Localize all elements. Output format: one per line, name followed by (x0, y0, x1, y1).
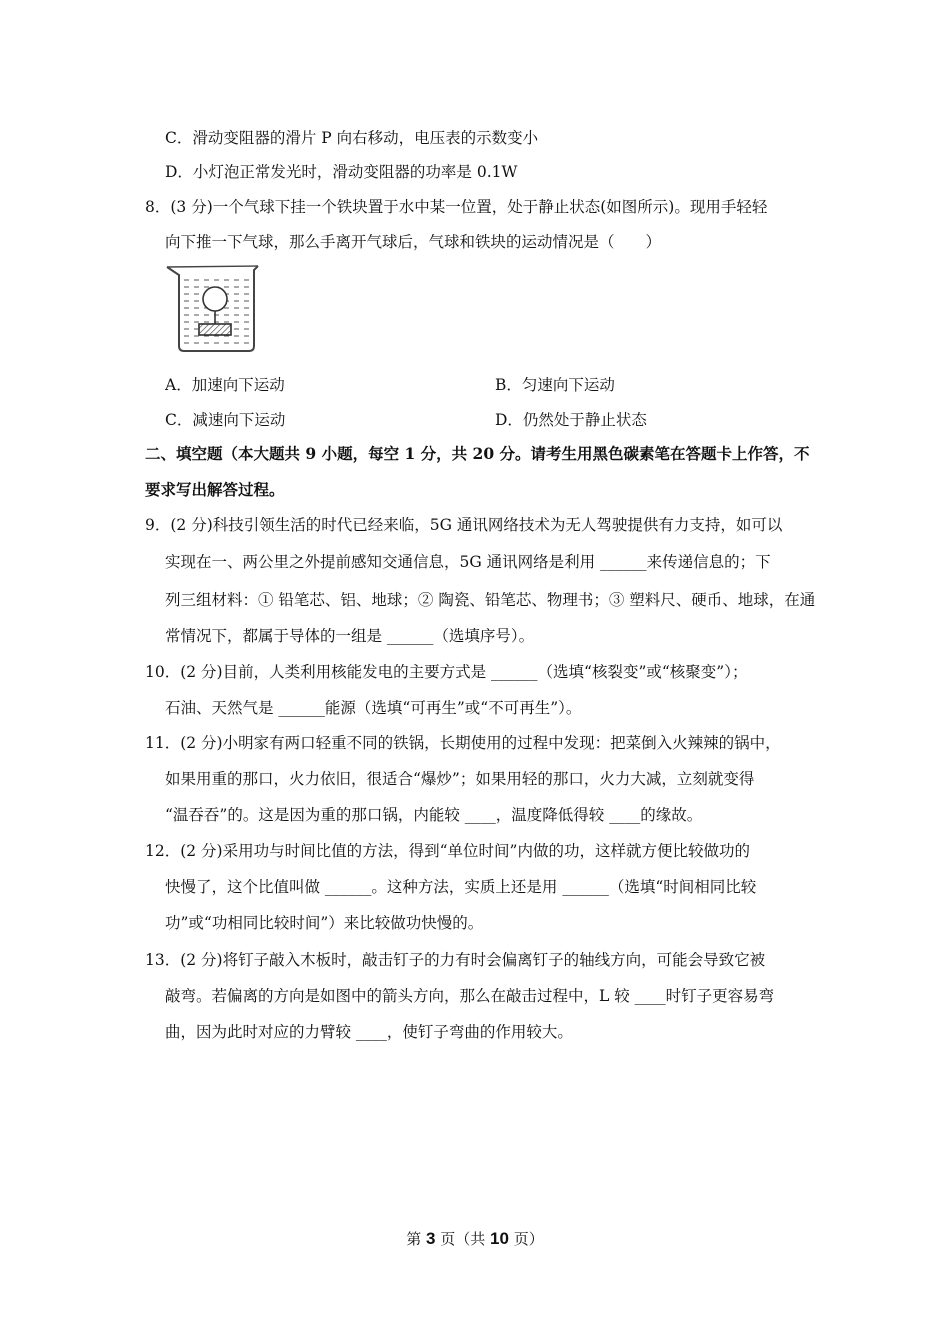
q13-line3: 曲，因为此时对应的力臂较 ____，使钉子弯曲的作用较大。 (165, 1023, 573, 1041)
q10-line2: 石油、天然气是 ______能源（选填“可再生”或“不可再生”）。 (165, 699, 582, 717)
footer-suffix: 页） (508, 1230, 544, 1248)
q12-line3: 功”或“功相同比较时间”）来比较做功快慢的。 (165, 914, 484, 932)
balloon-shape (203, 287, 227, 311)
total-pages: 10 (490, 1229, 509, 1248)
q9-line3: 列三组材料：① 铅笔芯、铝、地球；② 陶瓷、铅笔芯、物理书；③ 塑料尺、硬币、地球，在通 (165, 591, 816, 609)
q13-line1: 13．(2 分)将钉子敲入木板时，敲击钉子的力有时会偏离钉子的轴线方向，可能会导致它被 (145, 951, 766, 969)
q8-stem-line2: 向下推一下气球，那么手离开气球后，气球和铁块的运动情况是（ ） (165, 233, 662, 251)
footer-prefix: 第 (406, 1230, 427, 1248)
q13-line2: 敲弯。若偏离的方向是如图中的箭头方向，那么在敲击过程中，L 较 ____时钉子更容易弯 (165, 987, 775, 1005)
q12-line2: 快慢了，这个比值叫做 ______。这种方法，实质上还是用 ______（选填“时间相同比较 (165, 878, 757, 896)
q11-line3: “温吞吞”的。这是因为重的那口锅，内能较 ____，温度降低得较 ____的缘故。 (165, 806, 703, 824)
q8-option-a: A．加速向下运动 (165, 376, 285, 394)
q9-line2: 实现在一、两公里之外提前感知交通信息，5G 通讯网络是利用 ______来传递信息的；下 (165, 553, 771, 571)
q8-stem-line1: 8．(3 分)一个气球下挂一个铁块置于水中某一位置，处于静止状态(如图所示)。现用手轻轻 (145, 198, 768, 216)
q11-line1: 11．(2 分)小明家有两口轻重不同的铁锅，长期使用的过程中发现：把菜倒入火辣辣的锅中， (145, 734, 781, 752)
page-footer (0, 1228, 950, 1249)
q10-line1: 10．(2 分)目前，人类利用核能发电的主要方式是 ______（选填“核裂变”或“核聚变”）； (145, 663, 748, 681)
q7-option-c: C．滑动变阻器的滑片 P 向右移动，电压表的示数变小 (165, 129, 539, 147)
q8-option-d: D．仍然处于静止状态 (495, 411, 647, 429)
beaker-figure (163, 262, 263, 358)
footer-middle: 页（共 (435, 1230, 491, 1248)
q9-line1: 9．(2 分)科技引领生活的时代已经来临，5G 通讯网络技术为无人驾驶提供有力支持，如可以 (145, 516, 783, 534)
section-heading-line1: 二、填空题（本大题共 9 小题，每空 1 分，共 20 分。请考生用黑色碳素笔在答题卡上作答，不 (145, 444, 810, 463)
q11-line2: 如果用重的那口，火力依旧，很适合“爆炒”；如果用轻的那口，火力大减，立刻就变得 (165, 770, 755, 788)
q8-option-b: B．匀速向下运动 (495, 376, 615, 394)
page-number: 3 (426, 1229, 436, 1248)
iron-block-shape (199, 324, 231, 335)
q9-line4: 常情况下，都属于导体的一组是 ______（选填序号）。 (165, 627, 535, 645)
q12-line1: 12．(2 分)采用功与时间比值的方法，得到“单位时间”内做的功，这样就方便比较做功的 (145, 842, 750, 860)
q8-option-c: C．减速向下运动 (165, 411, 286, 429)
q7-option-d: D．小灯泡正常发光时，滑动变阻器的功率是 0.1W (165, 163, 518, 181)
section-heading-line2: 要求写出解答过程。 (145, 480, 285, 499)
